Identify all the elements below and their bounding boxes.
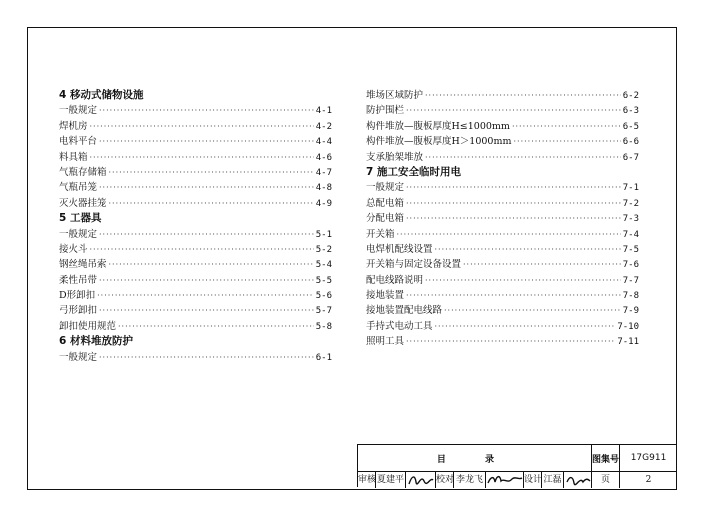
designer-name: 江磊: [542, 472, 564, 488]
toc-entry[interactable]: [59, 196, 332, 211]
toc-entry[interactable]: [366, 196, 639, 211]
toc-entry[interactable]: [366, 334, 639, 349]
toc-entry[interactable]: [366, 288, 639, 303]
toc-entry-title: D形卸扣: [59, 290, 96, 302]
toc-entry-page: 4-8: [315, 183, 332, 194]
leader-dots: [397, 227, 621, 242]
toc-entry-title: 接火斗: [59, 243, 88, 255]
leader-dots: [406, 196, 621, 211]
toc-entry-title: 焊机房: [59, 120, 88, 132]
toc-entry-page: 7-11: [617, 337, 639, 348]
leader-dots: [425, 273, 621, 288]
leader-dots: [97, 288, 314, 303]
toc-entry-page: 4-2: [315, 121, 332, 132]
leader-dots: [99, 303, 314, 318]
page-number: 2: [645, 475, 652, 485]
leader-dots: [435, 319, 616, 334]
toc-entry-page: 6-3: [622, 106, 639, 117]
leader-dots: [512, 119, 621, 134]
toc-entry-title: 料具箱: [59, 151, 88, 163]
toc-entry-title: 钢丝绳吊索: [59, 259, 107, 271]
toc-entry[interactable]: [366, 134, 639, 149]
toc-entry[interactable]: [59, 350, 332, 365]
toc-entry[interactable]: [59, 319, 332, 334]
leader-dots: [99, 350, 314, 365]
toc-entry-page: 4-4: [315, 137, 332, 148]
toc-entry-title: 分配电箱: [366, 213, 405, 225]
toc-entry-page: 5-7: [315, 306, 332, 317]
toc-right-column: [366, 88, 639, 350]
toc-entry-title: 一般规定: [59, 105, 98, 117]
toc-entry[interactable]: [366, 88, 639, 103]
toc-entry[interactable]: [366, 273, 639, 288]
toc-entry-page: 4-6: [315, 152, 332, 163]
leader-dots: [435, 242, 621, 257]
toc-entry-page: 7-1: [622, 183, 639, 194]
leader-dots: [406, 334, 615, 349]
toc-entry-title: 灭火器挂笼: [59, 197, 107, 209]
toc-entry[interactable]: [366, 242, 639, 257]
checker-name: 李龙飞: [454, 472, 486, 488]
toc-entry-title: 配电线路说明: [366, 274, 424, 286]
toc-entry-title: 接地装置配电线路: [366, 305, 443, 317]
toc-entry-title: 堆场区域防护: [366, 90, 424, 101]
leader-dots: [406, 103, 621, 118]
leader-dots: [99, 180, 314, 195]
toc-entry-page: 7-6: [622, 260, 639, 271]
toc-left-column: [59, 88, 332, 365]
toc-entry-page: 5-4: [315, 260, 332, 271]
toc-entry-page: 5-5: [315, 275, 332, 286]
leader-dots: [444, 303, 621, 318]
toc-entry[interactable]: [366, 180, 639, 195]
reviewer-signature: [406, 472, 436, 488]
toc-entry[interactable]: [59, 119, 332, 134]
toc-entry[interactable]: [366, 303, 639, 318]
toc-entry-page: 7-9: [622, 306, 639, 317]
leader-dots: [90, 150, 314, 165]
leader-dots: [109, 257, 314, 272]
designer-signature: [564, 472, 592, 488]
toc-entry[interactable]: [366, 119, 639, 134]
leader-dots: [109, 165, 314, 180]
leader-dots: [99, 273, 314, 288]
leader-dots: [406, 180, 621, 195]
toc-entry-page: 6-6: [622, 137, 639, 148]
leader-dots: [99, 227, 314, 242]
toc-entry[interactable]: [59, 303, 332, 318]
toc-entry-title: 一般规定: [59, 228, 98, 240]
leader-dots: [406, 211, 621, 226]
toc-entry-title: 弓形卸扣: [59, 305, 98, 317]
toc-entry-page: 7-5: [622, 244, 639, 255]
toc-entry-title: 卸扣使用规范: [59, 320, 117, 332]
toc-entry[interactable]: [59, 273, 332, 288]
toc-section-heading: 6 材料堆放防护: [59, 335, 133, 348]
toc-entry[interactable]: [59, 134, 332, 149]
toc-entry[interactable]: [59, 180, 332, 195]
toc-entry-title: 柔性吊带: [59, 274, 98, 286]
toc-entry-page: 7-10: [617, 321, 639, 332]
atlas-number-label: 图集号: [592, 445, 620, 472]
toc-entry-page: 5-6: [315, 291, 332, 302]
toc-entry-page: 7-8: [622, 291, 639, 302]
toc-section-heading: 5 工器具: [59, 212, 102, 225]
toc-entry[interactable]: [366, 103, 639, 118]
toc-entry-title: 气瓶存储箱: [59, 166, 107, 178]
atlas-number: 17G911: [620, 445, 677, 472]
toc-entry-page: 7-2: [622, 198, 639, 209]
toc-entry[interactable]: [366, 211, 639, 226]
toc-entry-page: 6-5: [622, 121, 639, 132]
toc-section-heading: 4 移动式储物设施: [59, 89, 144, 101]
toc-entry-page: 5-2: [315, 244, 332, 255]
design-label: 设计: [524, 472, 542, 488]
leader-dots: [425, 88, 621, 103]
toc-entry-page: 6-2: [622, 91, 639, 101]
toc-entry[interactable]: [59, 288, 332, 303]
leader-dots: [406, 288, 621, 303]
toc-entry-page: 7-3: [622, 214, 639, 225]
toc-entry[interactable]: [366, 319, 639, 334]
leader-dots: [90, 119, 314, 134]
leader-dots: [513, 134, 620, 149]
toc-entry-page: 7-4: [622, 229, 639, 240]
leader-dots: [90, 242, 314, 257]
toc-entry-title: 总配电箱: [366, 197, 405, 209]
toc-entry-title: 手持式电动工具: [366, 320, 433, 332]
toc-entry-page: 4-1: [315, 106, 332, 117]
toc-entry-page: 4-9: [315, 198, 332, 209]
toc-entry-title: 支承胎架堆放: [366, 151, 424, 163]
check-label: 校对: [436, 472, 454, 488]
leader-dots: [99, 134, 314, 149]
toc-entry[interactable]: [59, 103, 332, 118]
toc-entry-title: 气瓶吊笼: [59, 182, 98, 194]
toc-entry[interactable]: [59, 227, 332, 242]
toc-entry-title: 防护围栏: [366, 105, 405, 117]
toc-entry[interactable]: [366, 150, 639, 165]
toc-entry-title: 接地装置: [366, 290, 405, 302]
toc-entry-title: 一般规定: [59, 351, 98, 363]
toc-entry-title: 构件堆放—腹板厚度H≤1000mm: [366, 120, 510, 132]
toc-entry[interactable]: [366, 227, 639, 242]
toc-entry-page: 6-1: [315, 352, 332, 363]
leader-dots: [425, 150, 621, 165]
toc-entry-page: 4-7: [315, 167, 332, 178]
leader-dots: [463, 257, 621, 272]
toc-entry[interactable]: [59, 242, 332, 257]
title-block: [357, 444, 676, 487]
toc-entry-page: 5-1: [315, 229, 332, 240]
toc-entry-title: 构件堆放—腹板厚度H＞1000mm: [366, 136, 512, 148]
toc-entry-title: 照明工具: [366, 336, 405, 348]
drawing-title: 目 录: [358, 445, 592, 472]
toc-entry-title: 电料平台: [59, 136, 98, 148]
toc-entry-page: 7-7: [622, 275, 639, 286]
reviewer-name: 夏建平: [376, 472, 406, 488]
checker-signature: [486, 472, 524, 488]
toc-entry[interactable]: [59, 150, 332, 165]
toc-entry[interactable]: [59, 165, 332, 180]
toc-entry-page: 5-8: [315, 321, 332, 332]
toc-entry-page: 6-7: [622, 152, 639, 163]
toc-entry-title: 电焊机配线设置: [366, 243, 433, 255]
review-label: 审核: [358, 472, 376, 488]
leader-dots: [118, 319, 314, 334]
leader-dots: [109, 196, 314, 211]
leader-dots: [99, 103, 314, 118]
toc-entry-title: 一般规定: [366, 182, 405, 194]
toc-entry-title: 开关箱与固定设备设置: [366, 259, 462, 271]
page-label: 页: [592, 472, 620, 488]
toc-entry[interactable]: [366, 257, 639, 272]
toc-entry[interactable]: [59, 257, 332, 272]
toc-section-heading: 7 施工安全临时用电: [366, 165, 461, 178]
toc-entry-title: 开关箱: [366, 228, 395, 240]
